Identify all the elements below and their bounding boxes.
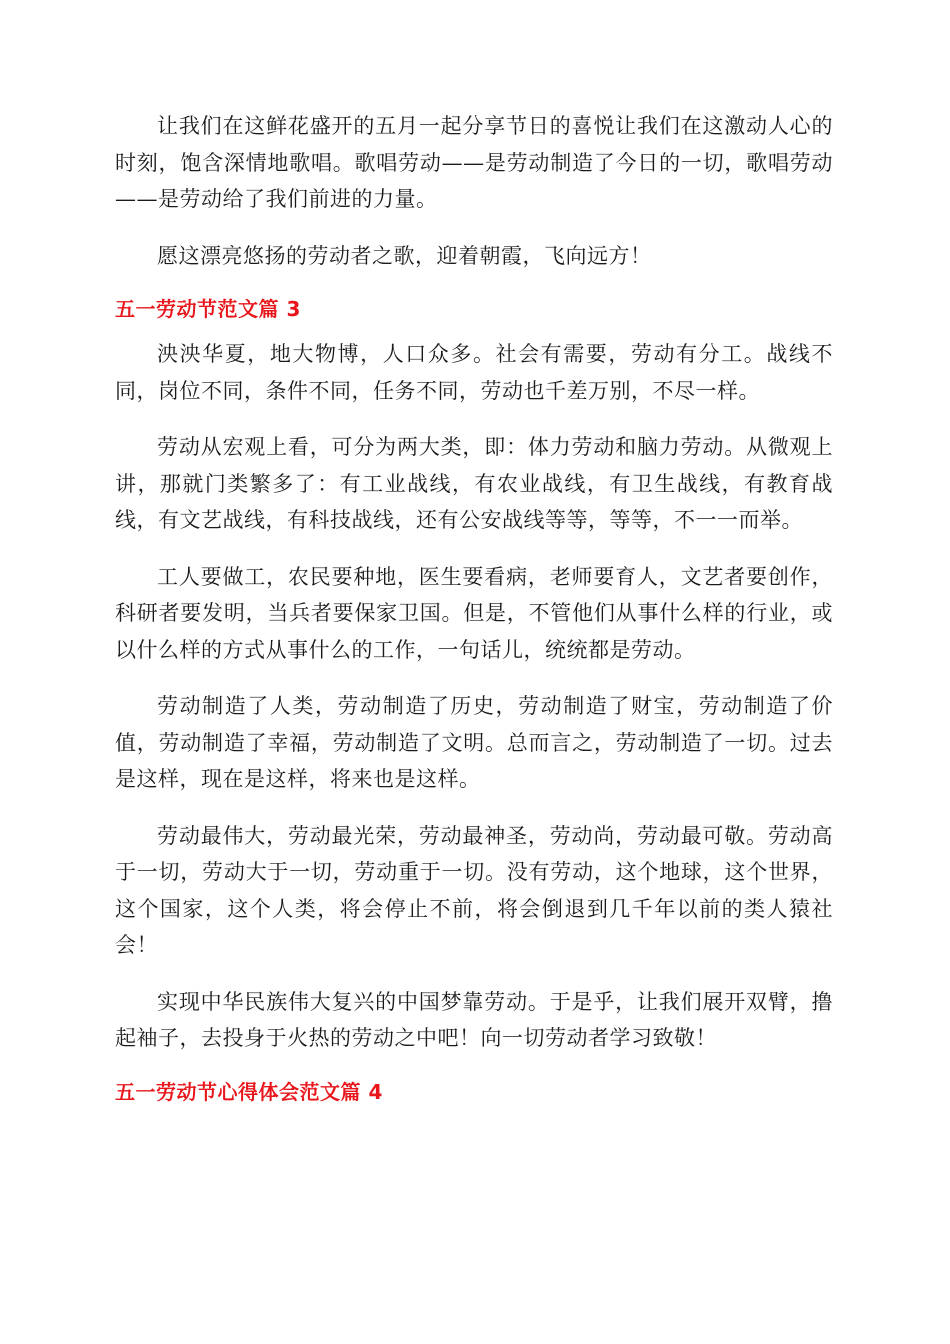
body-paragraph: 劳动制造了人类，劳动制造了历史，劳动制造了财宝，劳动制造了价值，劳动制造了幸福，劳动制造了文明。总而言之，劳动制造了一切。过去是这样，现在是这样，将来也是这样。 bbox=[115, 694, 833, 791]
section-heading: 五一劳动节范文篇 3 bbox=[115, 297, 301, 321]
body-paragraph: 工人要做工，农民要种地，医生要看病，老师要育人，文艺者要创作，科研者要发明，当兵者要保家卫国。但是，不管他们从事什么样的行业，或以什么样的方式从事什么的工作，一句话儿，统统都是劳动。 bbox=[115, 564, 833, 662]
body-paragraph: 让我们在这鲜花盛开的五月一起分享节日的喜悦让我们在这激动人心的时刻，饱含深情地歌唱。歌唱劳动——是劳动制造了今日的一切，歌唱劳动——是劳动给了我们前进的力量。 bbox=[115, 114, 833, 211]
section-heading: 五一劳动节心得体会范文篇 4 bbox=[115, 1079, 383, 1104]
body-paragraph: 实现中华民族伟大复兴的中国梦靠劳动。于是乎，让我们展开双臂，撸起袖子，去投身于火热的劳动之中吧！向一切劳动者学习致敬！ bbox=[115, 989, 833, 1050]
body-paragraph: 劳动最伟大，劳动最光荣，劳动最神圣，劳动尚，劳动最可敬。劳动高于一切，劳动大于一切，劳动重于一切。没有劳动，这个地球，这个世界，这个国家，这个人类，将会停止不前，将会倒退到几千年以前的类人猿社会！ bbox=[115, 823, 833, 957]
body-paragraph: 劳动从宏观上看，可分为两大类，即：体力劳动和脑力劳动。从微观上讲，那就门类繁多了：有工业战线，有农业战线，有卫生战线，有教育战线，有文艺战线，有科技战线，还有公安战线等等，等等，不一一而举。 bbox=[115, 435, 833, 532]
body-paragraph: 愿这漂亮悠扬的劳动者之歌，迎着朝霞，飞向远方！ bbox=[157, 243, 652, 268]
body-paragraph: 泱泱华夏，地大物博，人口众多。社会有需要，劳动有分工。战线不同，岗位不同，条件不同，任务不同，劳动也千差万别，不尽一样。 bbox=[115, 342, 833, 403]
document-body bbox=[115, 108, 833, 1119]
